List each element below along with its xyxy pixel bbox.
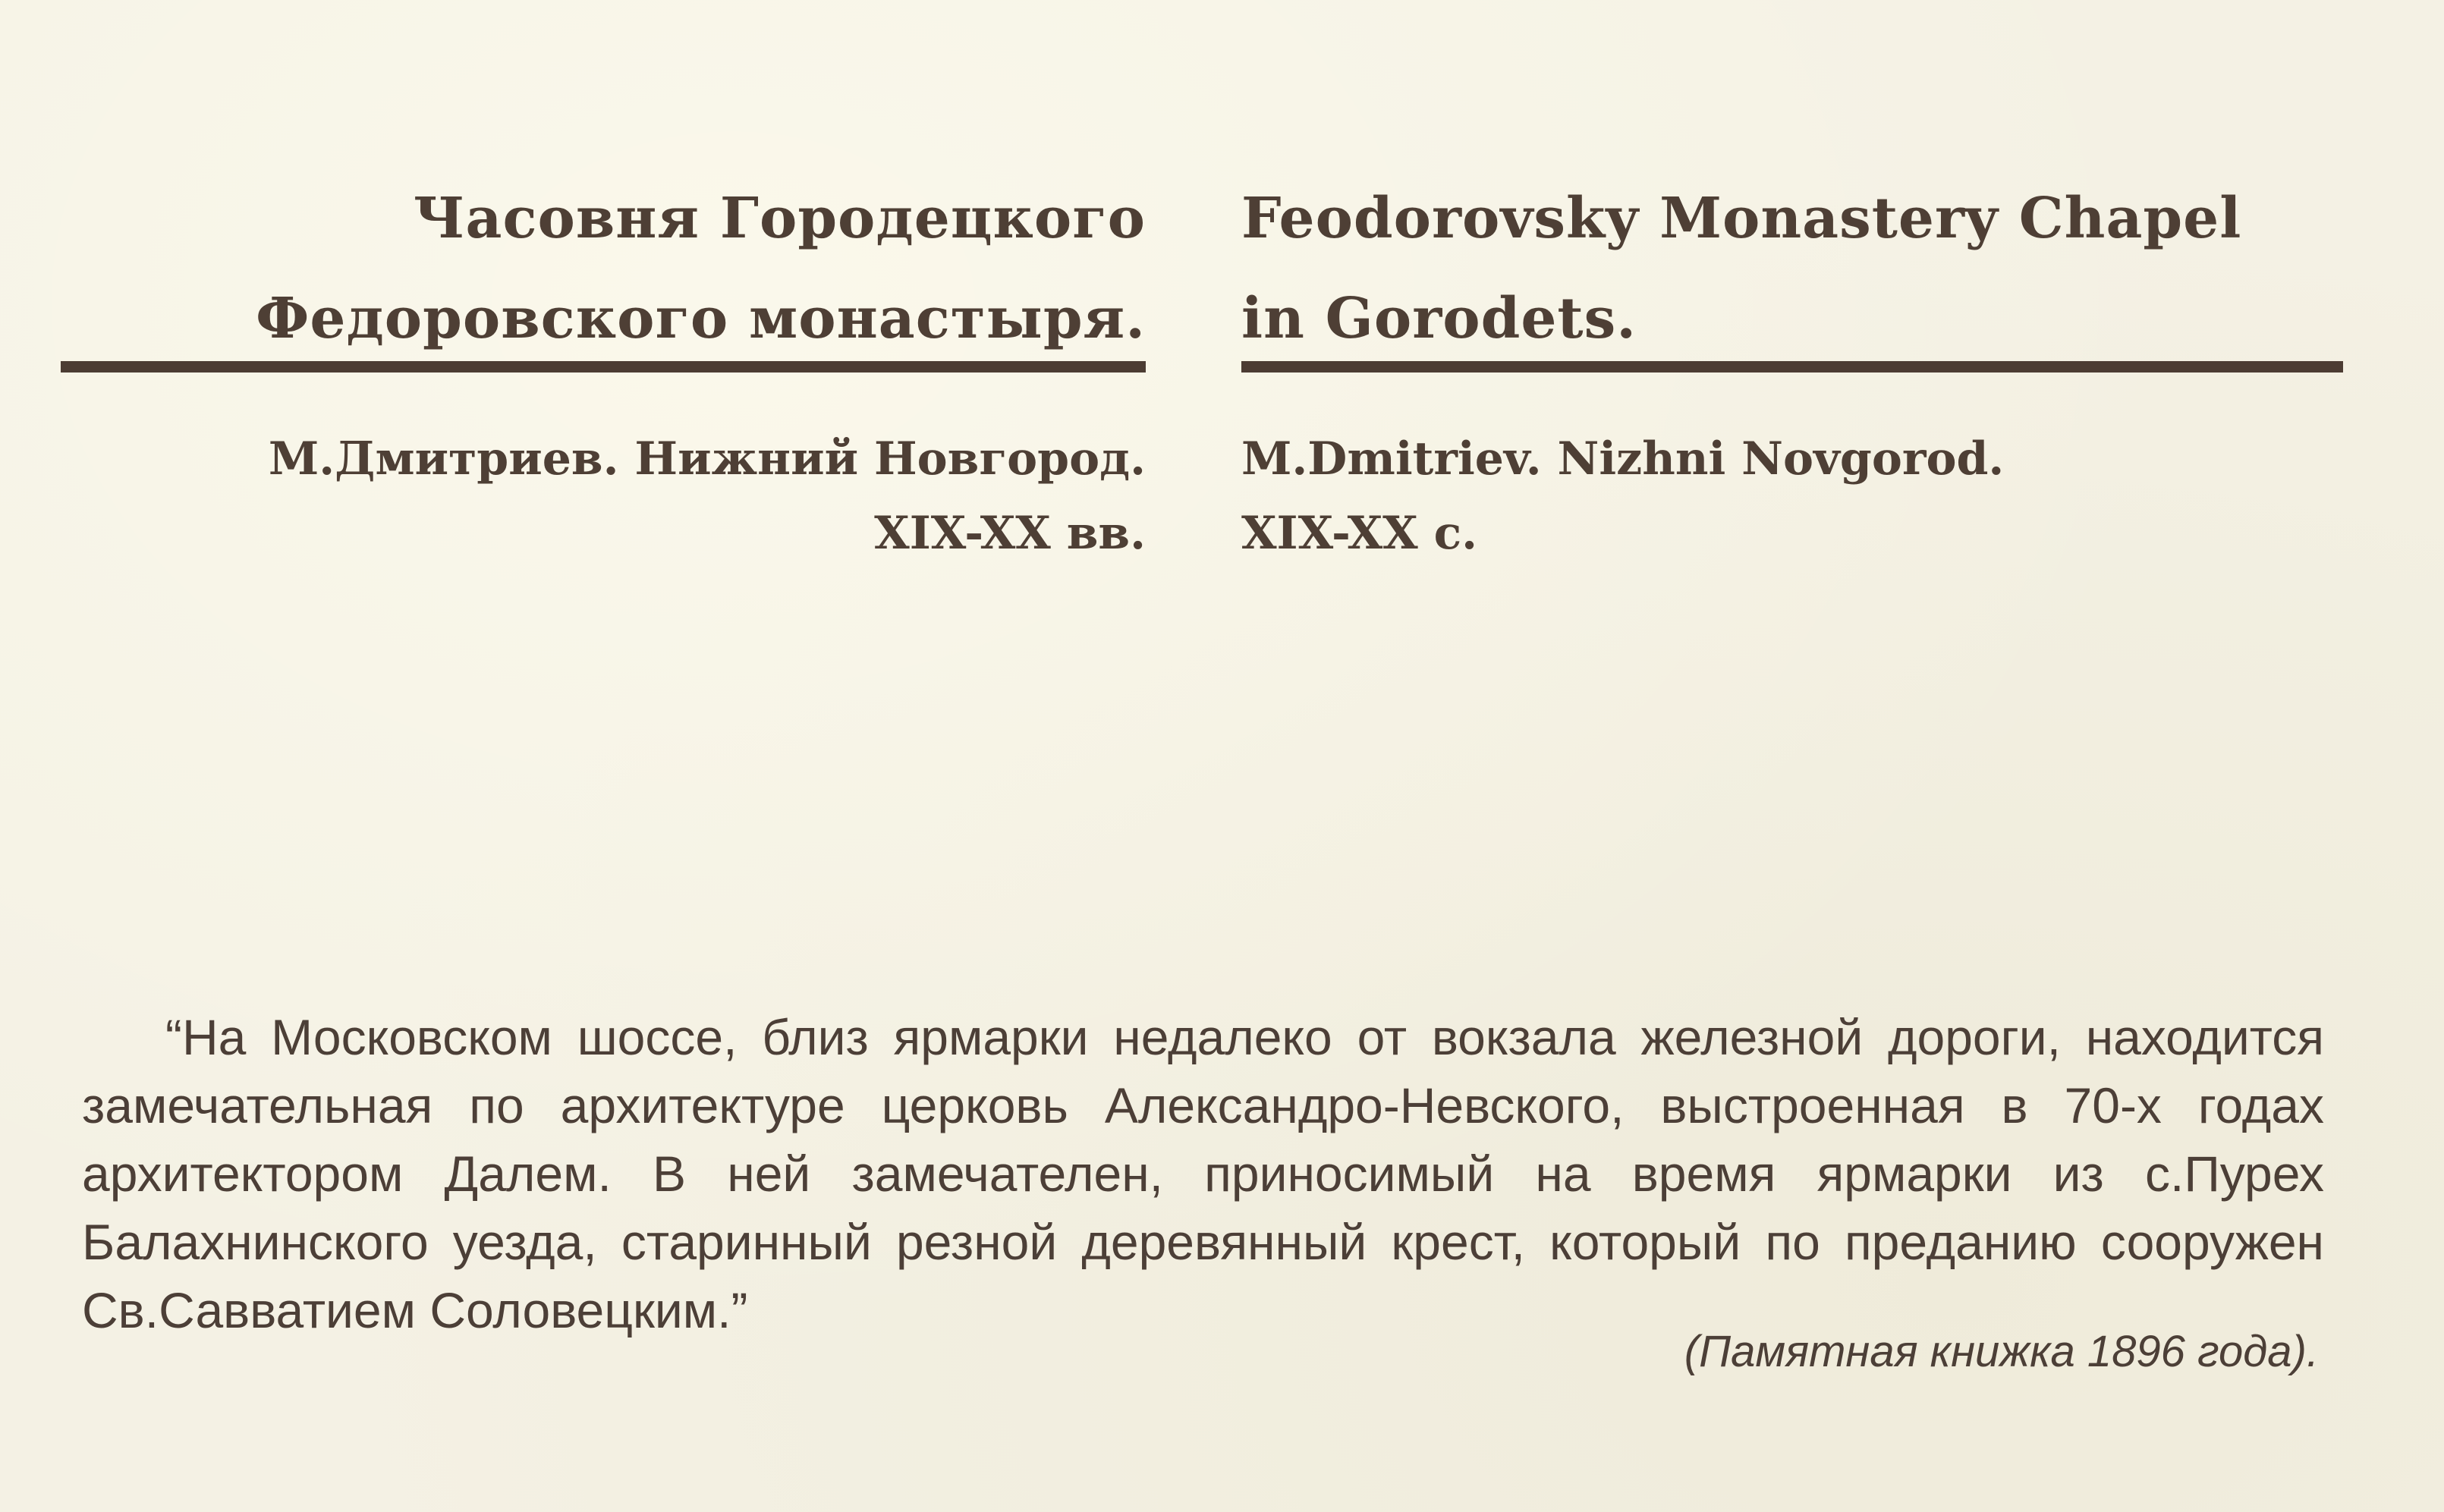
quote-source: (Памятная книжка 1896 года). <box>1684 1327 2319 1376</box>
russian-caption-column <box>61 0 1146 577</box>
russian-author-line: М.Дмитриев. Нижний Новгород. XIX-XX вв. <box>268 432 1146 560</box>
english-divider-rule <box>1241 361 2343 372</box>
historical-quote: “На Московском шоссе, близ ярмарки недалеко от вокзала железной дороги, находится замечательная по архитектуре церковь Александро-Невского, выстроенная в 70-х годах архитектором Далем. В ней замечателен, приносимый на время ярмарки из с.Пурех Балахнинского уезда, старинный резной деревянный крест, который по преданию сооружен Св.Савватием Соловецким.” <box>82 1009 2324 1338</box>
russian-divider-rule <box>61 361 1146 372</box>
english-author-line: M.Dmitriev. Nizhni Novgorod. XIX-XX c. <box>1241 432 2005 560</box>
russian-title: Часовня Городецкого Федоровского монастыря. <box>256 186 1146 351</box>
english-title: Feodorovsky Monastery Chapel in Gorodets. <box>1241 186 2242 351</box>
english-caption-column <box>1241 0 2343 577</box>
